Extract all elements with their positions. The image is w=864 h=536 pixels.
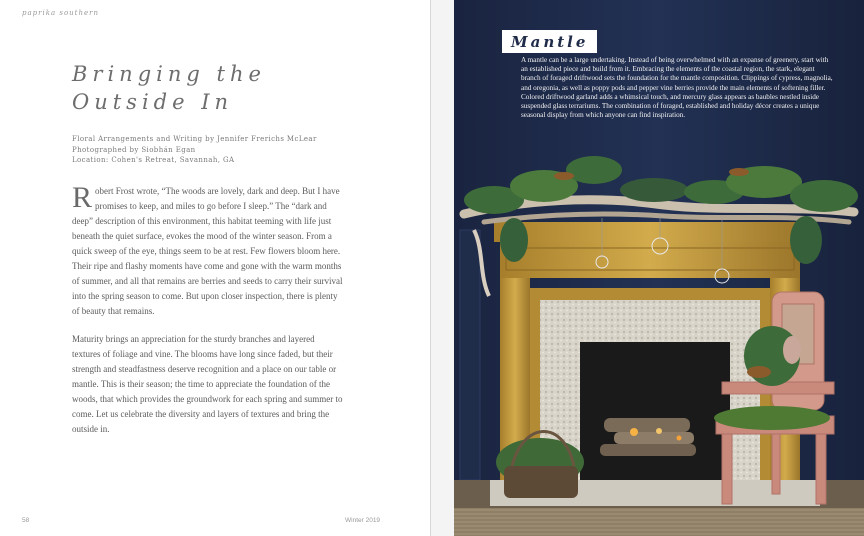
paragraph-1: [72, 181, 344, 319]
firebox: [580, 342, 730, 480]
credit-location: Location: Cohen's Retreat, Savannah, GA: [72, 156, 235, 164]
paragraph-2: Maturity brings an appreciation for the sturdy branches and layered textures of foliage and vine. The blooms have long since faded, but their strength and steadfastness deserve recognition and a place on our table or mantle. This is their season; the time to appreciate the foundation of the woods, that which provides the groundwork for each spring and summer to come. Let us celebrate the diversity and layers of textures and bring the outside in.: [72, 334, 343, 434]
title-line-1: Bringing the: [72, 62, 266, 86]
right-page: [454, 0, 864, 536]
issue-label: Winter 2019: [345, 517, 381, 524]
wall-panel-left: [460, 230, 480, 480]
fire-logs: [600, 418, 696, 456]
page-number: 58: [22, 517, 30, 524]
drop-cap: R: [72, 181, 93, 214]
moss-seat: [714, 406, 830, 430]
mantle-heading: Mantle: [502, 30, 597, 53]
paragraph-1-text: obert Frost wrote, “The woods are lovely, dark and deep. But I have promises to keep, and miles to go before I sleep.” The “dark and deep” description of this environment, this habitat teeming with life just beneath the quiet surface, evokes the mood of the winter season. From a quick sweep of the eye, things seem to be at rest. Few flowers bloom here. Their ripe and flashy moments have come and gone with the warm months of summer, and all that remains are berries and seeds to carry their survival into the spring season to come. But upon closer inspection, there is plenty of beauty that remains.: [72, 186, 343, 316]
mantle-description: A mantle can be a large undertaking. Instead of being overwhelmed with an expanse of greenery, start with an established piece and build from it. Embracing the elements of the coastal region, the stark, elegant branch of foraged driftwood sets the foundation for the mantle composition. Clippings of cypress, magnolia, and oregonia, as well as poppy pods and pepper vine berries provide the main elements of softening filler. Colored driftwood garland adds a whimsical touch, and mercury glass appears as baubles nestled inside suspended glass terrariums. The combination of foraged, established and holiday décor creates a unique seasonal display from which anyone can find inspiration.: [521, 56, 833, 120]
article-title: [72, 60, 392, 116]
masthead-logo: paprika southern: [22, 9, 99, 17]
credit-photographer: Photographed by Siobhán Egan: [72, 145, 196, 154]
page-gutter: [430, 0, 455, 536]
article-credits: [72, 134, 402, 166]
rug: [454, 508, 864, 536]
title-line-2: Outside In: [72, 90, 234, 114]
article-body: [72, 181, 344, 450]
credit-floral: Floral Arrangements and Writing by Jennifer Frerichs McLear: [72, 135, 317, 143]
left-page: [0, 0, 430, 536]
